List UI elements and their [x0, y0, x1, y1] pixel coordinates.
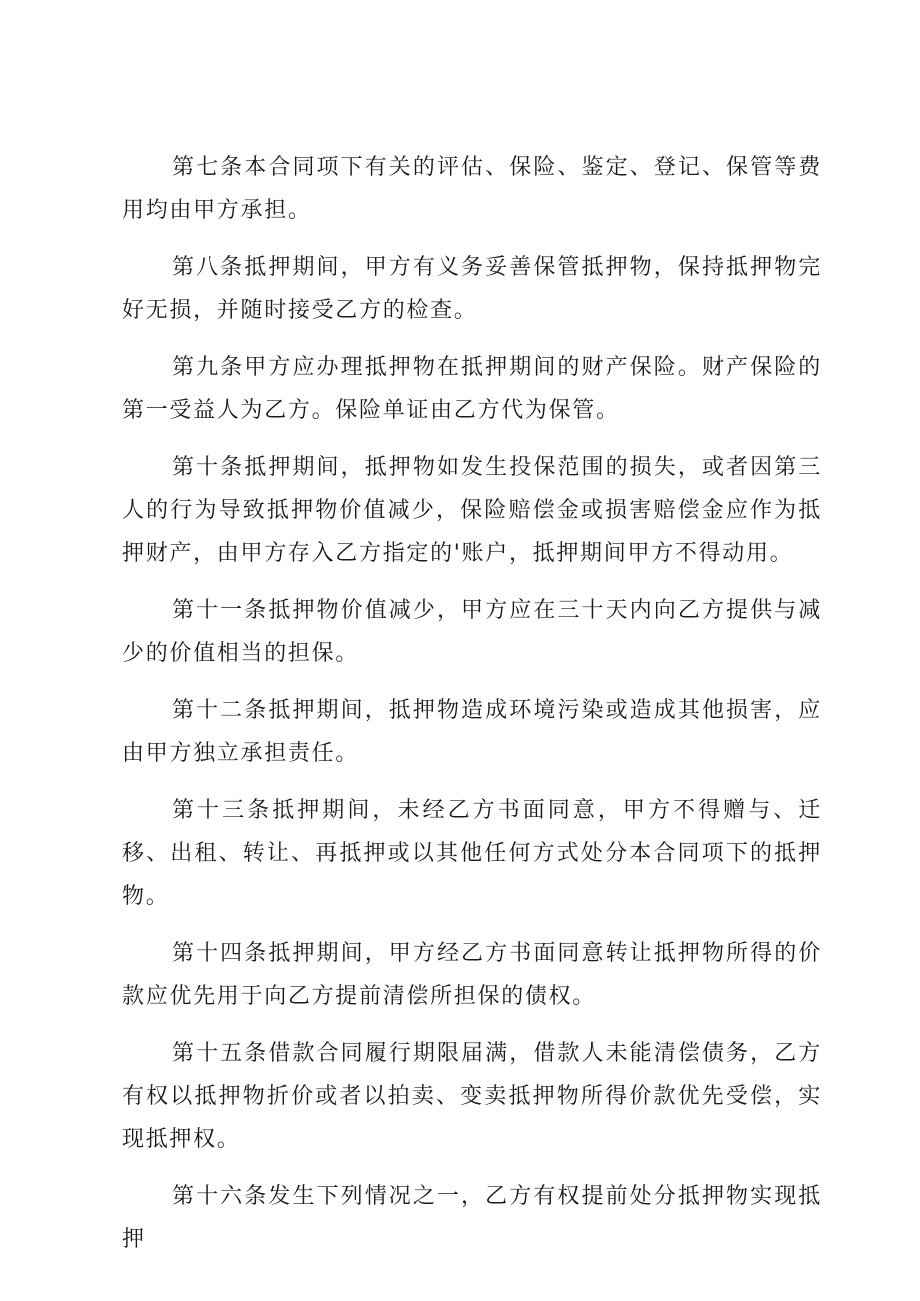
clause-11-paragraph: 第十一条抵押物价值减少，甲方应在三十天内向乙方提供与减少的价值相当的担保。	[122, 598, 822, 666]
clause-12-paragraph: 第十二条抵押期间，抵押物造成环境污染或造成其他损害，应由甲方独立承担责任。	[122, 698, 822, 766]
clause-14-paragraph: 第十四条抵押期间，甲方经乙方书面同意转让抵押物所得的价款应优先用于向乙方提前清偿所担保的债权。	[122, 941, 822, 1009]
clause-15-paragraph: 第十五条借款合同履行期限届满，借款人未能清偿债务，乙方有权以抵押物折价或者以拍卖、变卖抵押物所得价款优先受偿，实现抵押权。	[122, 1041, 822, 1152]
clause-8-paragraph: 第八条抵押期间，甲方有义务妥善保管抵押物，保持抵押物完好无损，并随时接受乙方的检查。	[122, 255, 822, 323]
clause-9-paragraph: 第九条甲方应办理抵押物在抵押期间的财产保险。财产保险的第一受益人为乙方。保险单证由乙方代为保管。	[122, 355, 822, 423]
clause-16-paragraph: 第十六条发生下列情况之一，乙方有权提前处分抵押物实现抵押	[122, 1184, 822, 1252]
clause-7-paragraph: 第七条本合同项下有关的评估、保险、鉴定、登记、保管等费用均由甲方承担。	[122, 155, 822, 223]
document-body	[122, 146, 822, 1275]
clause-13-paragraph: 第十三条抵押期间，未经乙方书面同意，甲方不得赠与、迁移、出租、转让、再抵押或以其他任何方式处分本合同项下的抵押物。	[122, 798, 822, 909]
clause-10-paragraph: 第十条抵押期间，抵押物如发生投保范围的损失，或者因第三人的行为导致抵押物价值减少，保险赔偿金或损害赔偿金应作为抵押财产，由甲方存入乙方指定的'账户，抵押期间甲方不得动用。	[122, 455, 822, 566]
